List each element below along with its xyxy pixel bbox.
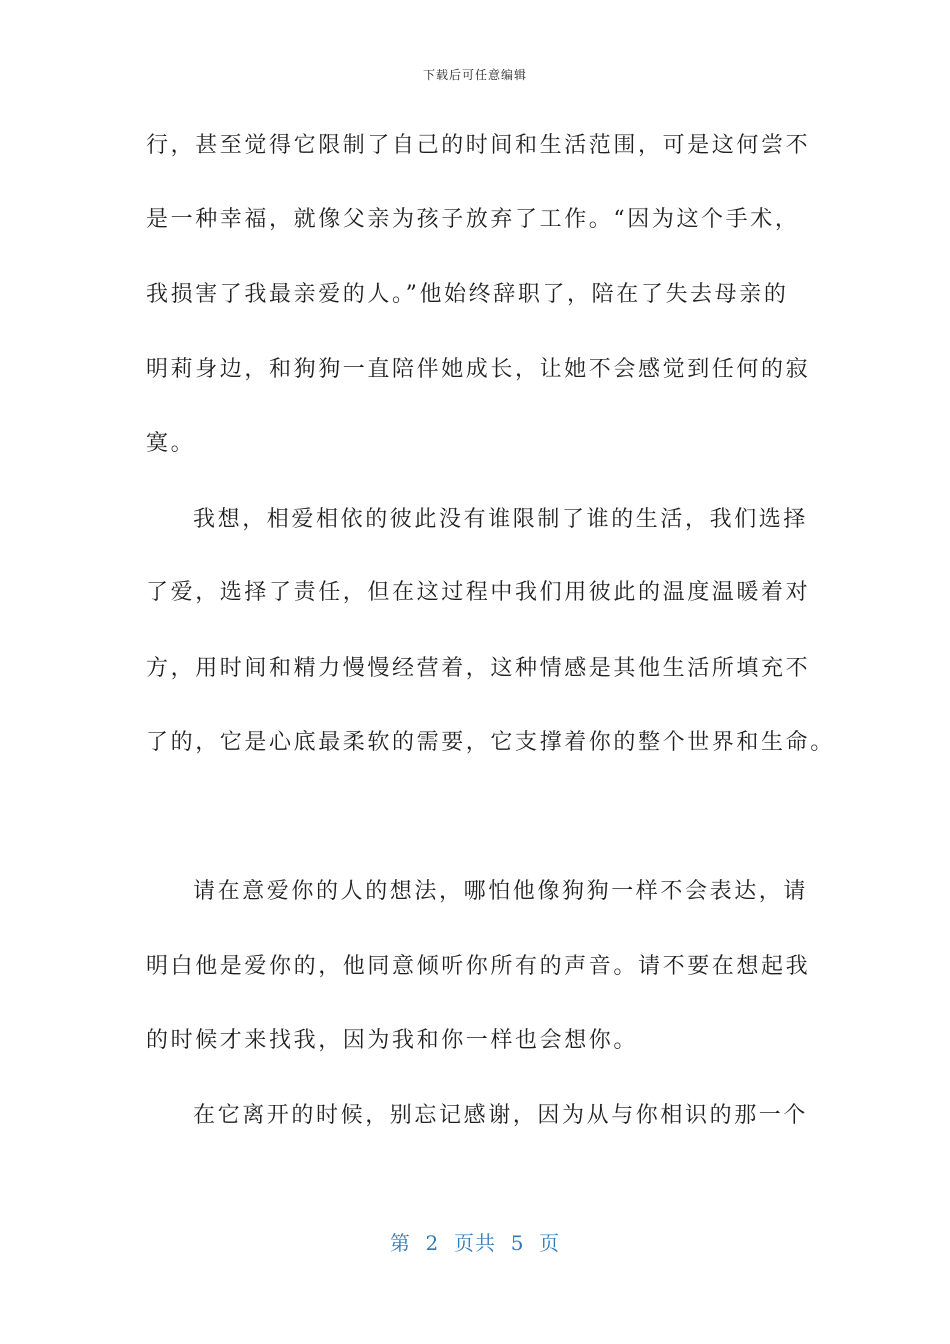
body-line: 我损害了我最亲爱的人。”他始终辞职了，陪在了失去母亲的 [146, 282, 789, 307]
body-line: 方，用时间和精力慢慢经营着，这种情感是其他生活所填充不 [146, 656, 811, 681]
body-line: 是一种幸福，就像父亲为孩子放弃了工作。“因为这个手术， [146, 207, 800, 232]
page-number-footer: 第 2 页共 5 页 [389, 1231, 561, 1255]
body-line: 寞。 [146, 431, 196, 456]
body-line: 明莉身边，和狗狗一直陪伴她成长，让她不会感觉到任何的寂 [146, 357, 811, 382]
page-header: 下载后可任意编辑 [422, 68, 527, 82]
body-line: 我想，相爱相依的彼此没有谁限制了谁的生活，我们选择 [193, 507, 809, 532]
body-line: 在它离开的时候，别忘记感谢，因为从与你相识的那一个 [193, 1103, 809, 1128]
body-line: 的时候才来找我，因为我和你一样也会想你。 [146, 1028, 639, 1053]
body-line: 明白他是爱你的，他同意倾听你所有的声音。请不要在想起我 [146, 954, 811, 979]
body-line: 请在意爱你的人的想法，哪怕他像狗狗一样不会表达，请 [193, 879, 809, 904]
body-line: 了爱，选择了责任，但在这过程中我们用彼此的温度温暖着对 [146, 580, 811, 605]
body-line: 了的，它是心底最柔软的需要，它支撑着你的整个世界和生命。 [146, 730, 835, 755]
body-line: 行，甚至觉得它限制了自己的时间和生活范围，可是这何尝不 [146, 133, 811, 158]
